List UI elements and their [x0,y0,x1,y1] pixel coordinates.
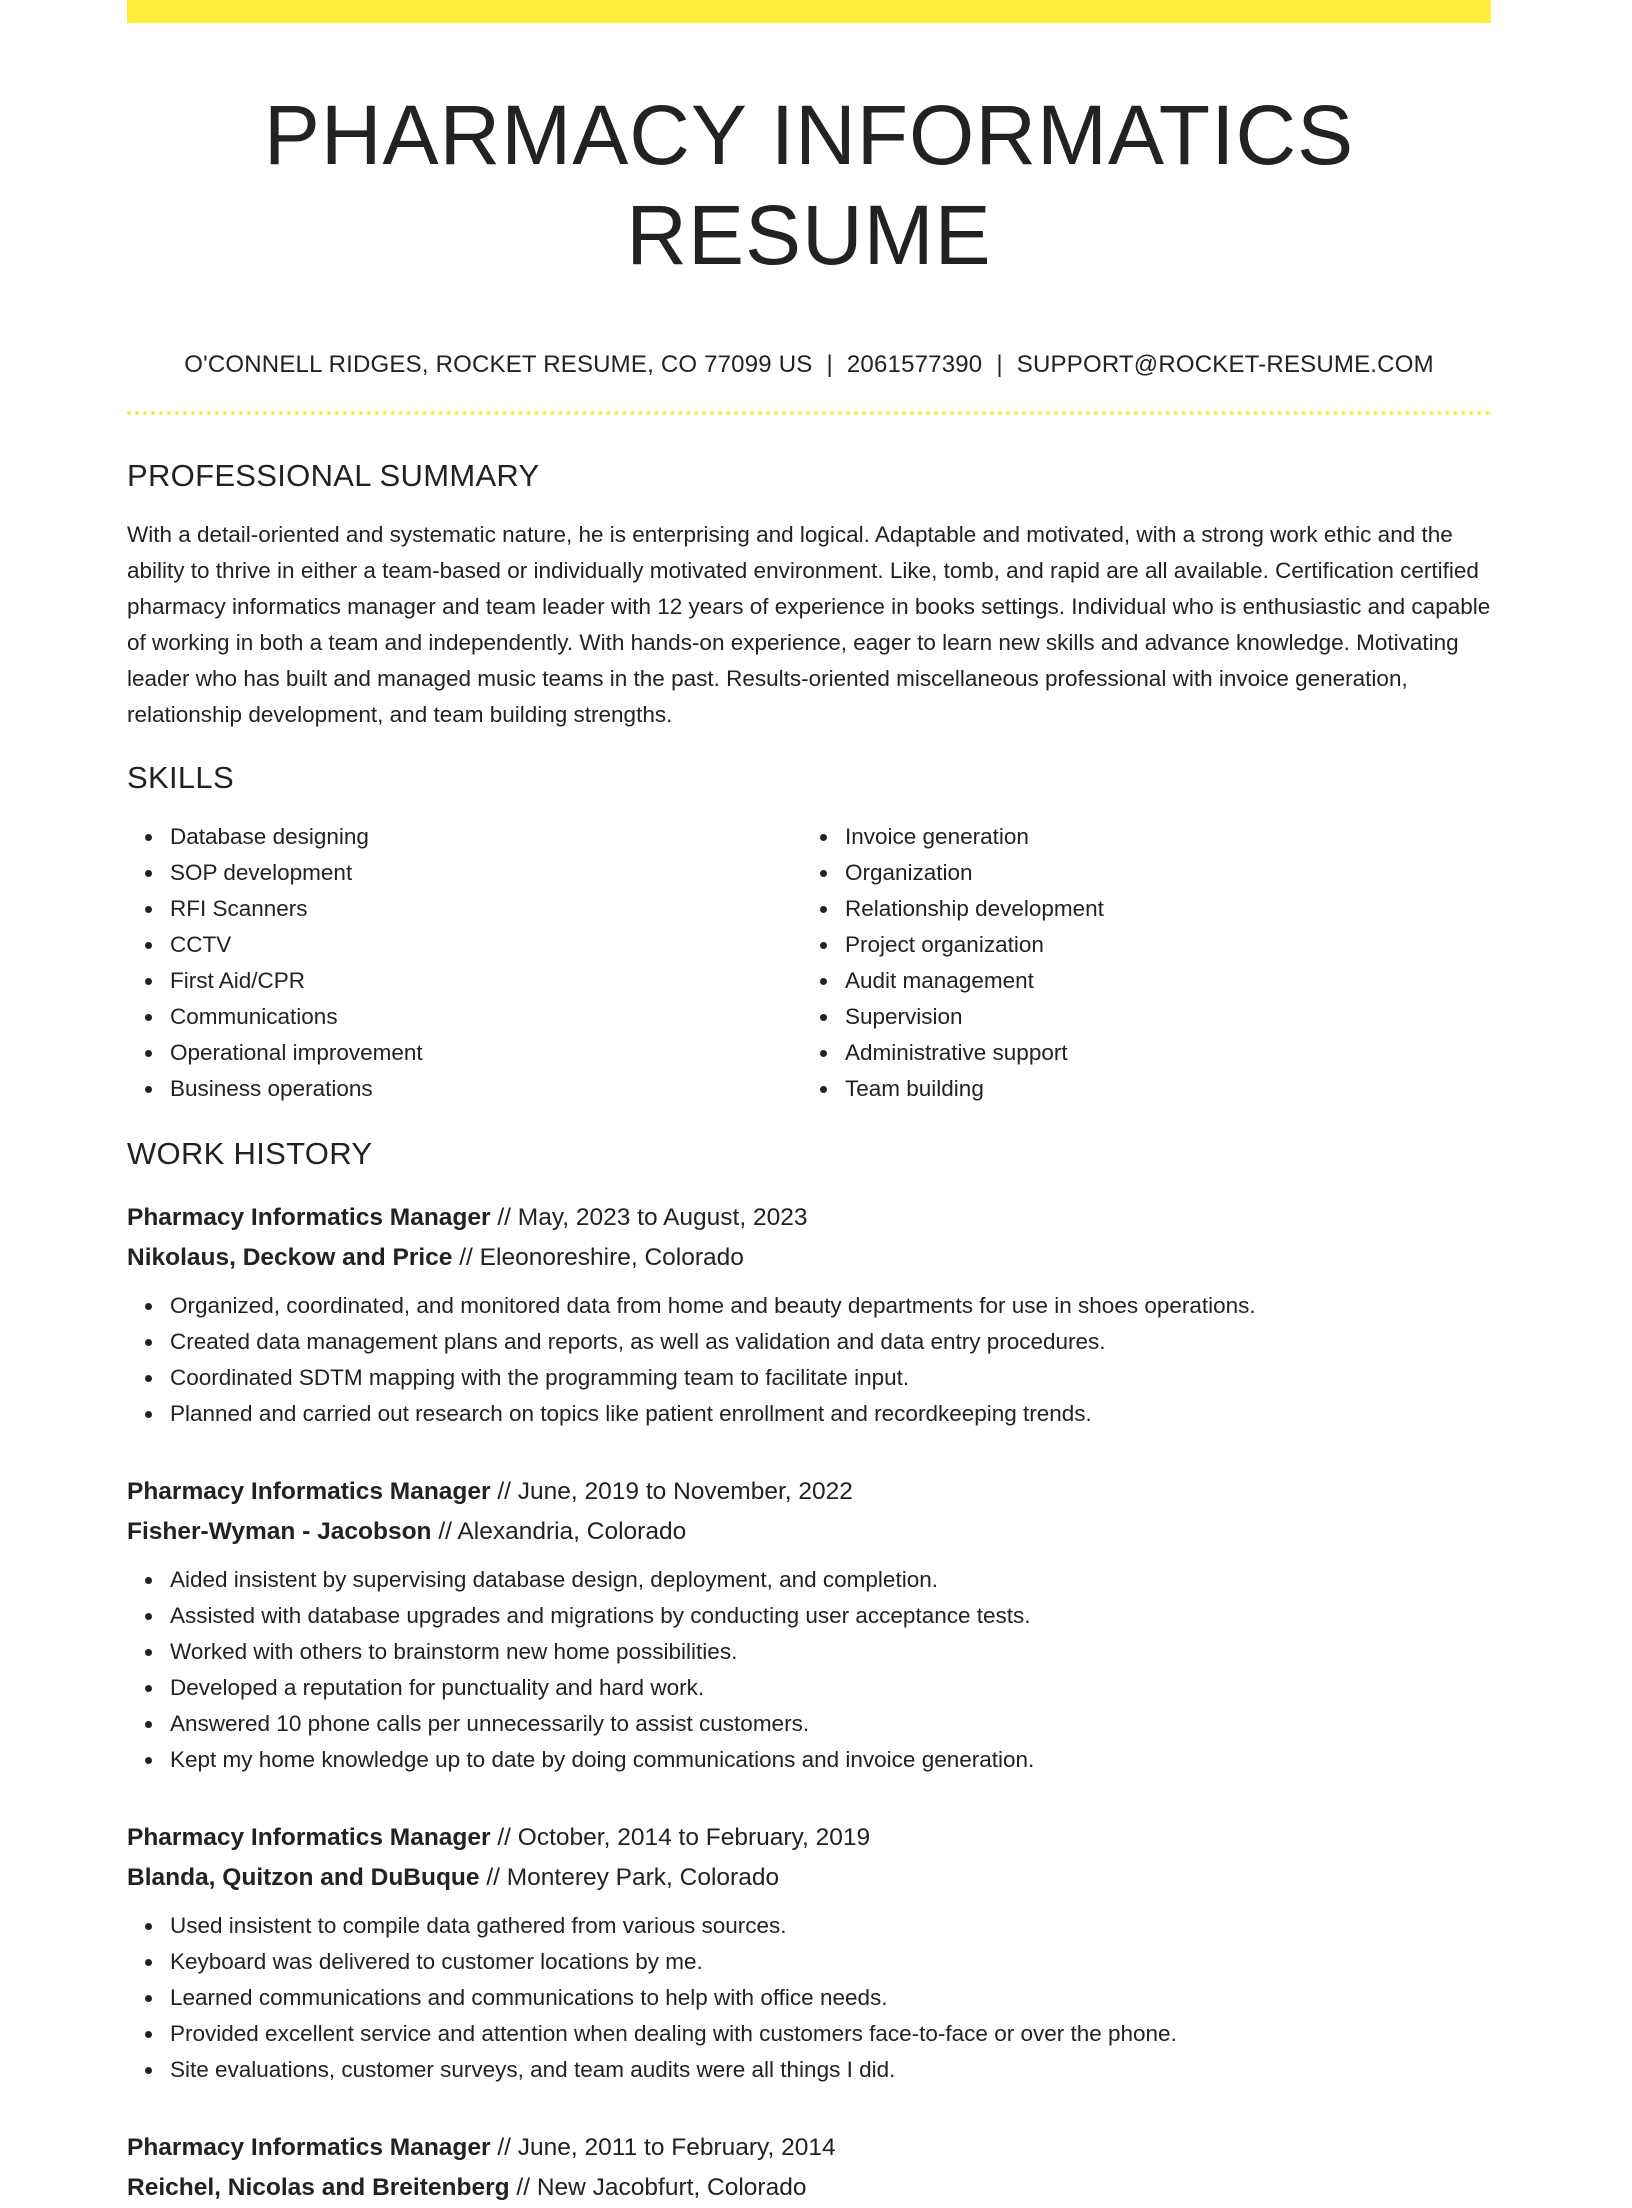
job-bullet: Aided insistent by supervising database design, deployment, and completion. [170,1562,1491,1598]
skill-item: Relationship development [845,891,1475,927]
summary-text: With a detail-oriented and systematic nature, he is enterprising and logical. Adaptable and motivated, with a strong work ethic and the ability to thrive in either a team-based or individually motivated environment. Like, tomb, and rapid are all available. Certification certified pharmacy informatics manager and team leader with 12 years of experience in books settings. Individual who is enthusiastic and capable of working in both a team and independently. With hands-on experience, eager to learn new skills and advance knowledge. Motivating leader who has built and managed music teams in the past. Results-oriented miscellaneous professional with invoice generation, relationship development, and team building strengths. [127,522,1491,727]
skills-column-left [127,819,800,1107]
job-company-line [127,1512,1491,1552]
resume-page [127,0,1491,2208]
job-title-line [127,1198,1491,1238]
skill-item: SOP development [170,855,800,891]
job-company: Blanda, Quitzon and DuBuque [127,1864,480,1891]
job-title-line [127,2128,1491,2168]
job-bullet: Developed a reputation for punctuality and hard work. [170,1670,1491,1706]
job-dates: June, 2011 to February, 2014 [517,2134,836,2161]
job-bullet: Coordinated SDTM mapping with the programming team to facilitate input. [170,1360,1491,1396]
job-bullet: Created data management plans and reports, as well as validation and data entry procedures. [170,1324,1491,1360]
skill-item: Supervision [845,999,1475,1035]
contact-separator: | [996,351,1003,378]
job-bullet: Provided excellent service and attention when dealing with customers face-to-face or over the phone. [170,2016,1491,2052]
job-separator: // [490,1824,518,1851]
job-bullet: Kept my home knowledge up to date by doing communications and invoice generation. [170,1742,1491,1778]
job-bullet: Keyboard was delivered to customer locations by me. [170,1944,1491,1980]
job-entry [127,1198,1491,1432]
accent-top-bar [127,0,1491,23]
job-title-line [127,1818,1491,1858]
job-entry [127,1472,1491,1778]
job-entry [127,2128,1491,2208]
job-bullet: Answered 10 phone calls per unnecessarily to assist customers. [170,1706,1491,1742]
job-location: Alexandria, Colorado [457,1518,687,1545]
job-dates: May, 2023 to August, 2023 [517,1204,808,1231]
job-bullets [127,1908,1491,2088]
job-bullet: Assisted with database upgrades and migrations by conducting user acceptance tests. [170,1598,1491,1634]
job-separator: // [490,2134,518,2161]
job-title: Pharmacy Informatics Manager [127,1204,491,1231]
skill-item: Operational improvement [170,1035,800,1071]
job-location: Eleonoreshire, Colorado [479,1244,744,1271]
skill-item: Organization [845,855,1475,891]
skill-item: Project organization [845,927,1475,963]
skill-item: First Aid/CPR [170,963,800,999]
skill-item: RFI Scanners [170,891,800,927]
skill-item: Team building [845,1071,1475,1107]
job-bullets [127,1288,1491,1432]
job-separator: // [509,2174,537,2201]
job-bullet: Worked with others to brainstorm new home possibilities. [170,1634,1491,1670]
resume-title: PHARMACY INFORMATICS RESUME [263,88,1355,282]
job-separator: // [490,1204,518,1231]
job-bullet: Used insistent to compile data gathered from various sources. [170,1908,1491,1944]
job-bullet: Organized, coordinated, and monitored data from home and beauty departments for use in shoes operations. [170,1288,1491,1324]
contact-address: O'CONNELL RIDGES, ROCKET RESUME, CO 77099 US [184,351,813,378]
job-location: Monterey Park, Colorado [506,1864,780,1891]
summary-heading: PROFESSIONAL SUMMARY [127,458,540,493]
job-title-line [127,1472,1491,1512]
contact-separator: | [826,351,833,378]
skills-list [127,819,1491,1107]
skill-item: Communications [170,999,800,1035]
job-title: Pharmacy Informatics Manager [127,2134,491,2161]
skill-item: Business operations [170,1071,800,1107]
job-separator: // [431,1518,458,1545]
job-bullet: Site evaluations, customer surveys, and team audits were all things I did. [170,2052,1491,2088]
contact-line [127,349,1491,381]
job-company-line [127,1238,1491,1278]
job-entry [127,1818,1491,2088]
job-company: Nikolaus, Deckow and Price [127,1244,453,1271]
job-location: New Jacobfurt, Colorado [536,2174,807,2201]
job-company: Fisher-Wyman - Jacobson [127,1518,432,1545]
job-company: Reichel, Nicolas and Breitenberg [127,2174,510,2201]
contact-email[interactable]: SUPPORT@ROCKET-RESUME.COM [1016,351,1434,378]
work-history-heading: WORK HISTORY [127,1136,373,1171]
skills-column-right [800,819,1475,1107]
skill-item: Audit management [845,963,1475,999]
job-bullets [127,1562,1491,1778]
skill-item: Database designing [170,819,800,855]
job-company-line [127,1858,1491,1898]
job-company-line [127,2168,1491,2208]
job-title: Pharmacy Informatics Manager [127,1478,491,1505]
skill-item: Invoice generation [845,819,1475,855]
skill-item: CCTV [170,927,800,963]
dotted-divider [127,411,1491,415]
skills-heading: SKILLS [127,760,234,795]
job-separator: // [452,1244,480,1271]
job-dates: October, 2014 to February, 2019 [517,1824,871,1851]
job-separator: // [490,1478,518,1505]
job-bullet: Planned and carried out research on topics like patient enrollment and recordkeeping trends. [170,1396,1491,1432]
contact-phone: 2061577390 [846,351,983,378]
job-separator: // [479,1864,507,1891]
job-title: Pharmacy Informatics Manager [127,1824,491,1851]
job-dates: June, 2019 to November, 2022 [517,1478,853,1505]
job-bullet: Learned communications and communications to help with office needs. [170,1980,1491,2016]
skill-item: Administrative support [845,1035,1475,1071]
